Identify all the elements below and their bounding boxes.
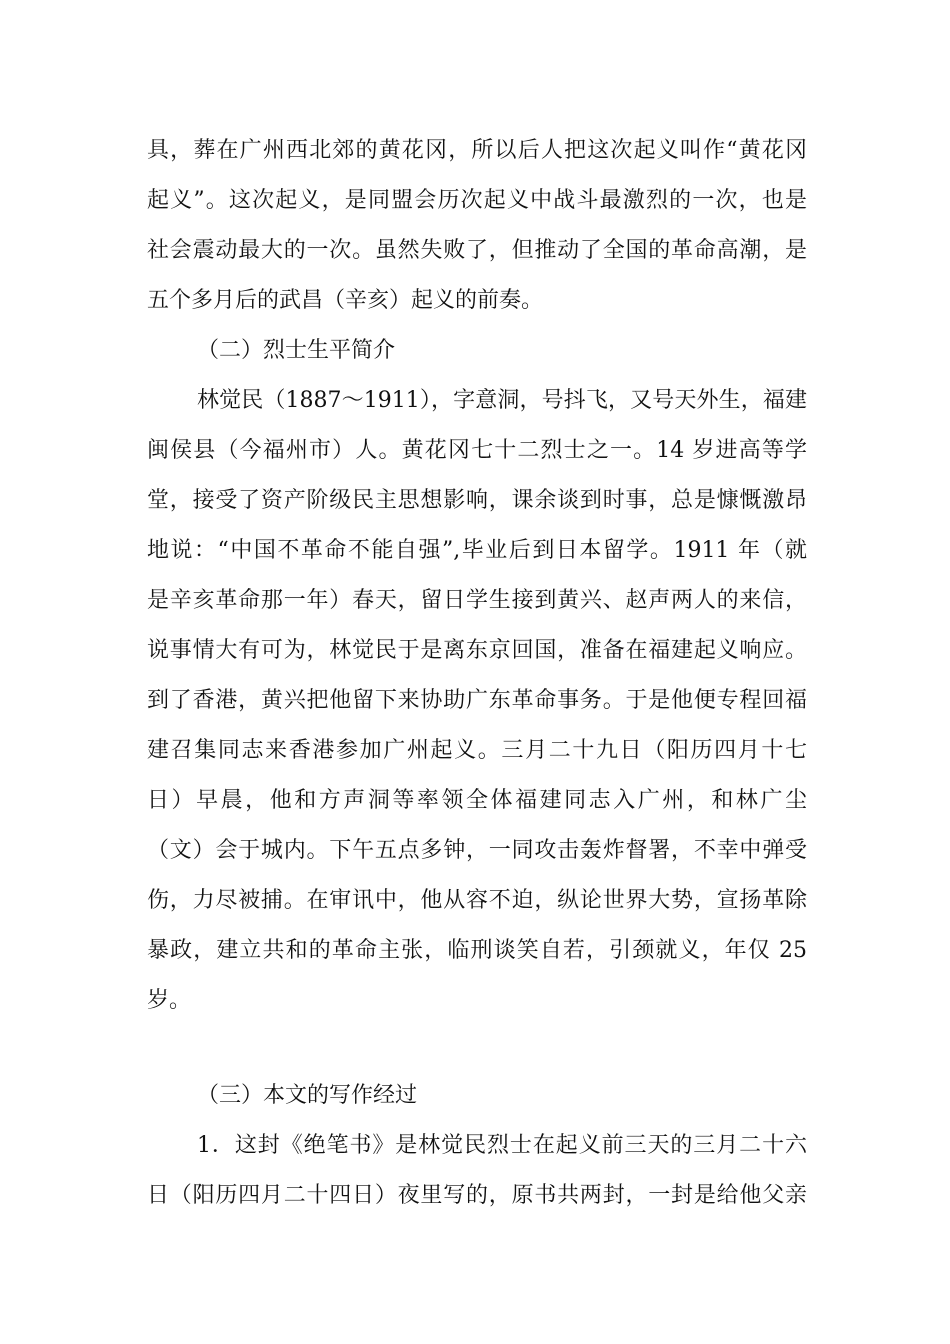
paragraph-line: 说事情大有可为，林觉民于是离东京回国，准备在福建起义响应。 bbox=[147, 638, 807, 663]
paragraph-line: 日（阳历四月二十四日）夜里写的，原书共两封，一封是给他父亲 bbox=[147, 1183, 807, 1208]
section-heading-3: （三）本文的写作经过 bbox=[197, 1083, 418, 1108]
paragraph-line: 具，葬在广州西北郊的黄花冈，所以后人把这次起义叫作“黄花冈 bbox=[147, 138, 807, 163]
paragraph-line: 堂，接受了资产阶级民主思想影响，课余谈到时事，总是慷慨激昂 bbox=[147, 488, 807, 513]
paragraph-line: 暴政，建立共和的革命主张，临刑谈笑自若，引颈就义，年仅 25 bbox=[147, 938, 807, 963]
paragraph-line: 五个多月后的武昌（辛亥）起义的前奏。 bbox=[147, 288, 544, 313]
paragraph-line: 到了香港，黄兴把他留下来协助广东革命事务。于是他便专程回福 bbox=[147, 688, 807, 713]
paragraph-line: 岁。 bbox=[147, 988, 192, 1013]
paragraph-line: 1．这封《绝笔书》是林觉民烈士在起义前三天的三月二十六 bbox=[197, 1133, 807, 1158]
paragraph-line: 起义”。这次起义，是同盟会历次起义中战斗最激烈的一次，也是 bbox=[147, 188, 807, 213]
paragraph-line: 是辛亥革命那一年）春天，留日学生接到黄兴、赵声两人的来信， bbox=[147, 588, 807, 613]
paragraph-line: 地说：“中国不革命不能自强”,毕业后到日本留学。1911 年（就 bbox=[147, 538, 807, 563]
paragraph-line: 日）早晨，他和方声洞等率领全体福建同志入广州，和林广尘 bbox=[147, 788, 807, 813]
paragraph-line: （文）会于城内。下午五点多钟，一同攻击轰炸督署，不幸中弹受 bbox=[147, 838, 807, 863]
section-heading-2: （二）烈士生平简介 bbox=[197, 338, 396, 363]
paragraph-line: 建召集同志来香港参加广州起义。三月二十九日（阳历四月十七 bbox=[147, 738, 807, 763]
paragraph-line: 社会震动最大的一次。虽然失败了，但推动了全国的革命高潮，是 bbox=[147, 238, 807, 263]
paragraph-line: 林觉民（1887～1911），字意洞，号抖飞，又号天外生，福建 bbox=[197, 388, 807, 413]
paragraph-line: 伤，力尽被捕。在审讯中，他从容不迫，纵论世界大势，宣扬革除 bbox=[147, 888, 807, 913]
paragraph-line: 闽侯县（今福州市）人。黄花冈七十二烈士之一。14 岁进高等学 bbox=[147, 438, 807, 463]
